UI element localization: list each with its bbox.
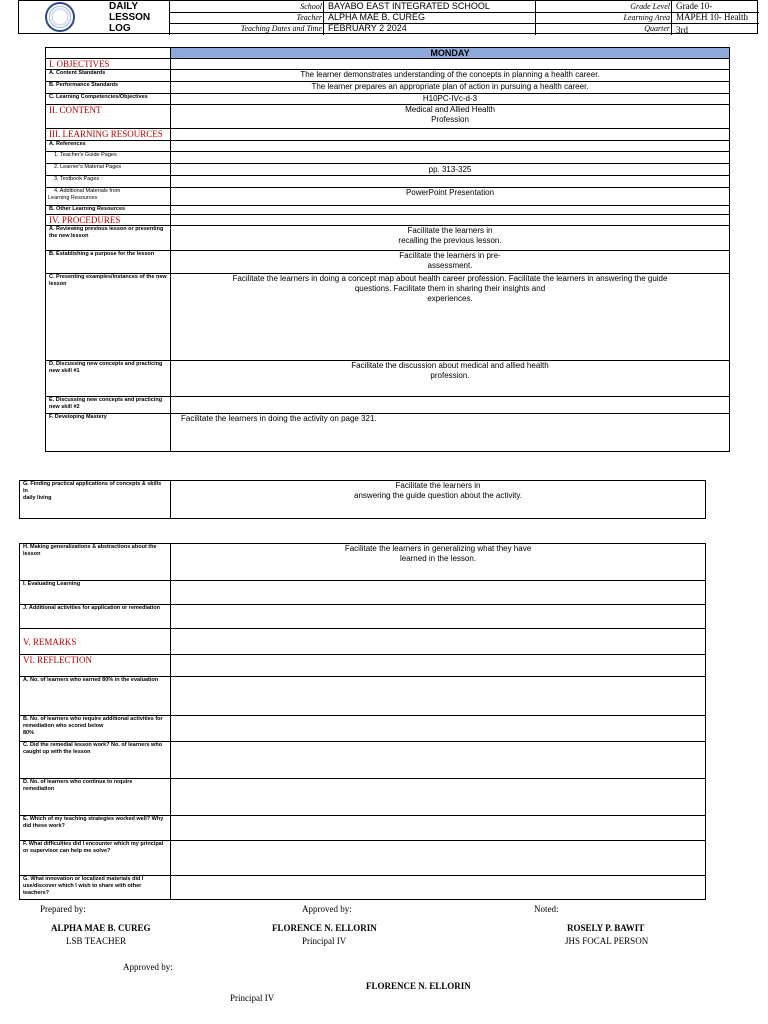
- header-table: [18, 0, 758, 34]
- label-line: lesson: [23, 551, 41, 557]
- procedure-f-label: F. Developing Mastery: [46, 414, 171, 452]
- value-line: questions. Facilitate them in sharing their insights and: [354, 284, 546, 293]
- procedure-a-value: [171, 226, 730, 251]
- section-objectives: I. OBJECTIVES: [46, 59, 171, 70]
- label-line: H. Making generalizations & abstractions about the: [23, 544, 157, 550]
- label-line: G. Finding practical applications of concepts & skills in: [23, 481, 162, 494]
- noter-name: ROSELY P. BAWIT: [567, 923, 645, 933]
- dates-label: Teaching Dates and Time: [240, 24, 322, 33]
- procedure-h-value: [171, 544, 706, 581]
- procedure-i-label: I. Evaluating Learning: [20, 581, 171, 605]
- preparer-title: LSB TEACHER: [66, 936, 127, 946]
- label-line: daily living: [23, 495, 52, 501]
- label-line: or supervisor can help me solve?: [23, 848, 111, 854]
- content-line: Profession: [431, 115, 469, 124]
- label-line: A. Reviewing previous lesson or presenting: [49, 226, 164, 232]
- procedure-d-label: [46, 361, 171, 397]
- dll-line: LESSON: [109, 12, 151, 23]
- value-line: learned in the lesson.: [399, 554, 477, 563]
- procedure-f-value: Facilitate the learners in doing the activity on page 321.: [171, 414, 730, 452]
- procedure-b-label: B. Establishing a purpose for the lesson: [46, 251, 171, 274]
- procedure-d-value: [171, 361, 730, 397]
- value-line: Facilitate the learners in doing a concept map about health career profession. Facilitate the learners in answering the guide: [232, 274, 668, 283]
- noted-label: Noted:: [534, 904, 559, 914]
- procedure-a-label: [46, 226, 171, 251]
- label-line: Learning Resources: [48, 195, 98, 201]
- label-line: 80%: [23, 730, 35, 736]
- content-standards-value: The learner demonstrates understanding of the concepts in planning a health career.: [171, 70, 730, 82]
- label-line: did these work?: [23, 823, 65, 829]
- procedure-j-label: J. Additional activities for application or remediation: [20, 605, 171, 629]
- value-line: Facilitate the learners in: [395, 481, 481, 490]
- reflection-c-label: [20, 742, 171, 779]
- value-line: answering the guide question about the activity.: [354, 491, 522, 500]
- label-line: lesson: [49, 281, 67, 287]
- value-line: Facilitate the discussion about medical and allied health: [351, 361, 549, 370]
- procedure-h-label: [20, 544, 171, 581]
- reflection-b-label: [20, 716, 171, 742]
- tg-pages-label: 1. Teacher's Guide Pages: [46, 152, 171, 164]
- section-remarks: V. REMARKS: [20, 629, 171, 655]
- label-line: new skill #1: [49, 368, 80, 374]
- school-label: School: [300, 2, 322, 11]
- lm-pages-value: pp. 313-325: [171, 164, 730, 176]
- reflection-f-label: [20, 841, 171, 876]
- preparer-name: ALPHA MAE B. CUREG: [51, 923, 151, 933]
- teacher-label: Teacher: [296, 13, 322, 22]
- content-value: [171, 105, 730, 129]
- value-line: recalling the previous lesson.: [398, 236, 502, 245]
- label-line: F. What difficulties did I encounter which my principal: [23, 841, 164, 847]
- label-line: C. Presenting examples/instances of the new: [49, 274, 167, 280]
- label-line: caught up with the lesson: [23, 749, 91, 755]
- procedure-c-value: [171, 274, 730, 361]
- approver-2-title: Principal IV: [230, 993, 275, 1003]
- performance-standards-value: The learner prepares an appropriate plan of action in pursuing a health career.: [171, 82, 730, 94]
- blank-header-cell: [46, 48, 171, 59]
- value-line: assessment.: [427, 261, 473, 270]
- area-value: MAPEH 10- Health: [676, 12, 748, 22]
- procedure-c-label: [46, 274, 171, 361]
- content-standards-label: A. Content Standards: [46, 70, 171, 82]
- label-line: remediation: [23, 786, 55, 792]
- label-line: use/discover which I wish to share with other teachers?: [23, 883, 142, 896]
- procedure-g-table: [19, 480, 706, 519]
- reflection-e-label: [20, 816, 171, 841]
- day-header: MONDAY: [171, 48, 730, 59]
- value-line: Facilitate the learners in generalizing what they have: [344, 544, 532, 553]
- section-procedures: IV. PROCEDURES: [46, 215, 171, 226]
- school-value: BAYABO EAST INTEGRATED SCHOOL: [328, 1, 490, 11]
- reflection-d-label: [20, 779, 171, 816]
- noter-title: JHS FOCAL PERSON: [565, 936, 649, 946]
- lesson-table: [45, 47, 730, 452]
- dll-line: DAILY: [109, 1, 139, 12]
- label-line: B. No. of learners who require additional activities for: [23, 716, 163, 722]
- value-line: Facilitate the learners in pre-: [399, 251, 501, 260]
- area-label: Learning Area: [623, 13, 670, 22]
- dll-title: [109, 1, 150, 34]
- reflection-g-label: [20, 876, 171, 900]
- value-line: profession.: [430, 371, 470, 380]
- lm-pages-label: 2. Learner's Material Pages: [46, 164, 171, 176]
- grade-value: Grade 10-: [676, 1, 713, 11]
- quarter-label: Quarter: [644, 24, 670, 33]
- label-line: G. What innovation or localized materials did I: [23, 876, 144, 882]
- procedure-e-label: [46, 397, 171, 414]
- approver-title: Principal IV: [302, 936, 347, 946]
- label-line: new skill #2: [49, 404, 80, 410]
- label-line: C. Did the remedial lesson work? No. of learners who: [23, 742, 163, 748]
- additional-materials-value: PowerPoint Presentation: [171, 188, 730, 206]
- label-line: D. No. of learners who continue to require: [23, 779, 133, 785]
- label-line: the new lesson: [49, 233, 89, 239]
- label-line: E. Which of my teaching strategies worked well? Why: [23, 816, 164, 822]
- dates-value: FEBRUARY 2 2024: [328, 23, 407, 33]
- section-learning-resources: III. LEARNING RESOURCES: [46, 129, 171, 141]
- additional-materials-label: [46, 188, 171, 206]
- teacher-value: ALPHA MAE B. CUREG: [328, 12, 426, 22]
- other-resources-label: B. Other Learning Resources: [46, 206, 171, 215]
- reflection-table: [19, 543, 706, 900]
- textbook-label: 3. Textbook Pages: [46, 176, 171, 188]
- dll-line: LOG: [109, 23, 131, 34]
- competencies-label: C. Learning Competencies/Objectives: [46, 94, 171, 105]
- approved-by-2-label: Approved by:: [123, 962, 173, 972]
- value-line: Facilitate the learners in: [407, 226, 493, 235]
- label-line: D. Discussing new concepts and practicing: [49, 361, 163, 367]
- references-label: A. References: [46, 141, 171, 152]
- procedure-g-label: [20, 481, 171, 519]
- label-line: remediation who scored below: [23, 723, 104, 729]
- approver-name: FLORENCE N. ELLORIN: [272, 923, 377, 933]
- quarter-value: 3rd: [676, 25, 688, 35]
- approved-by-label: Approved by:: [302, 904, 352, 914]
- label-line: 4. Additional Materials from: [54, 188, 121, 194]
- value-line: experiences.: [427, 294, 473, 303]
- performance-standards-label: B. Performance Standards: [46, 82, 171, 94]
- approver-2-name: FLORENCE N. ELLORIN: [366, 981, 471, 991]
- reflection-a-label: A. No. of learners who earned 80% in the evaluation: [20, 677, 171, 716]
- label-line: E. Discussing new concepts and practicing: [49, 397, 163, 403]
- content-line: Medical and Allied Health: [405, 105, 495, 114]
- section-content: II. CONTENT: [46, 105, 171, 129]
- grade-label: Grade Level: [630, 2, 670, 11]
- procedure-g-value: [171, 481, 706, 519]
- procedure-b-value: [171, 251, 730, 274]
- prepared-by-label: Prepared by:: [40, 904, 86, 914]
- deped-seal-logo: [45, 2, 75, 32]
- competencies-value: H10PC-IVc-d-3: [171, 94, 730, 105]
- section-reflection: VI. REFLECTION: [20, 655, 171, 677]
